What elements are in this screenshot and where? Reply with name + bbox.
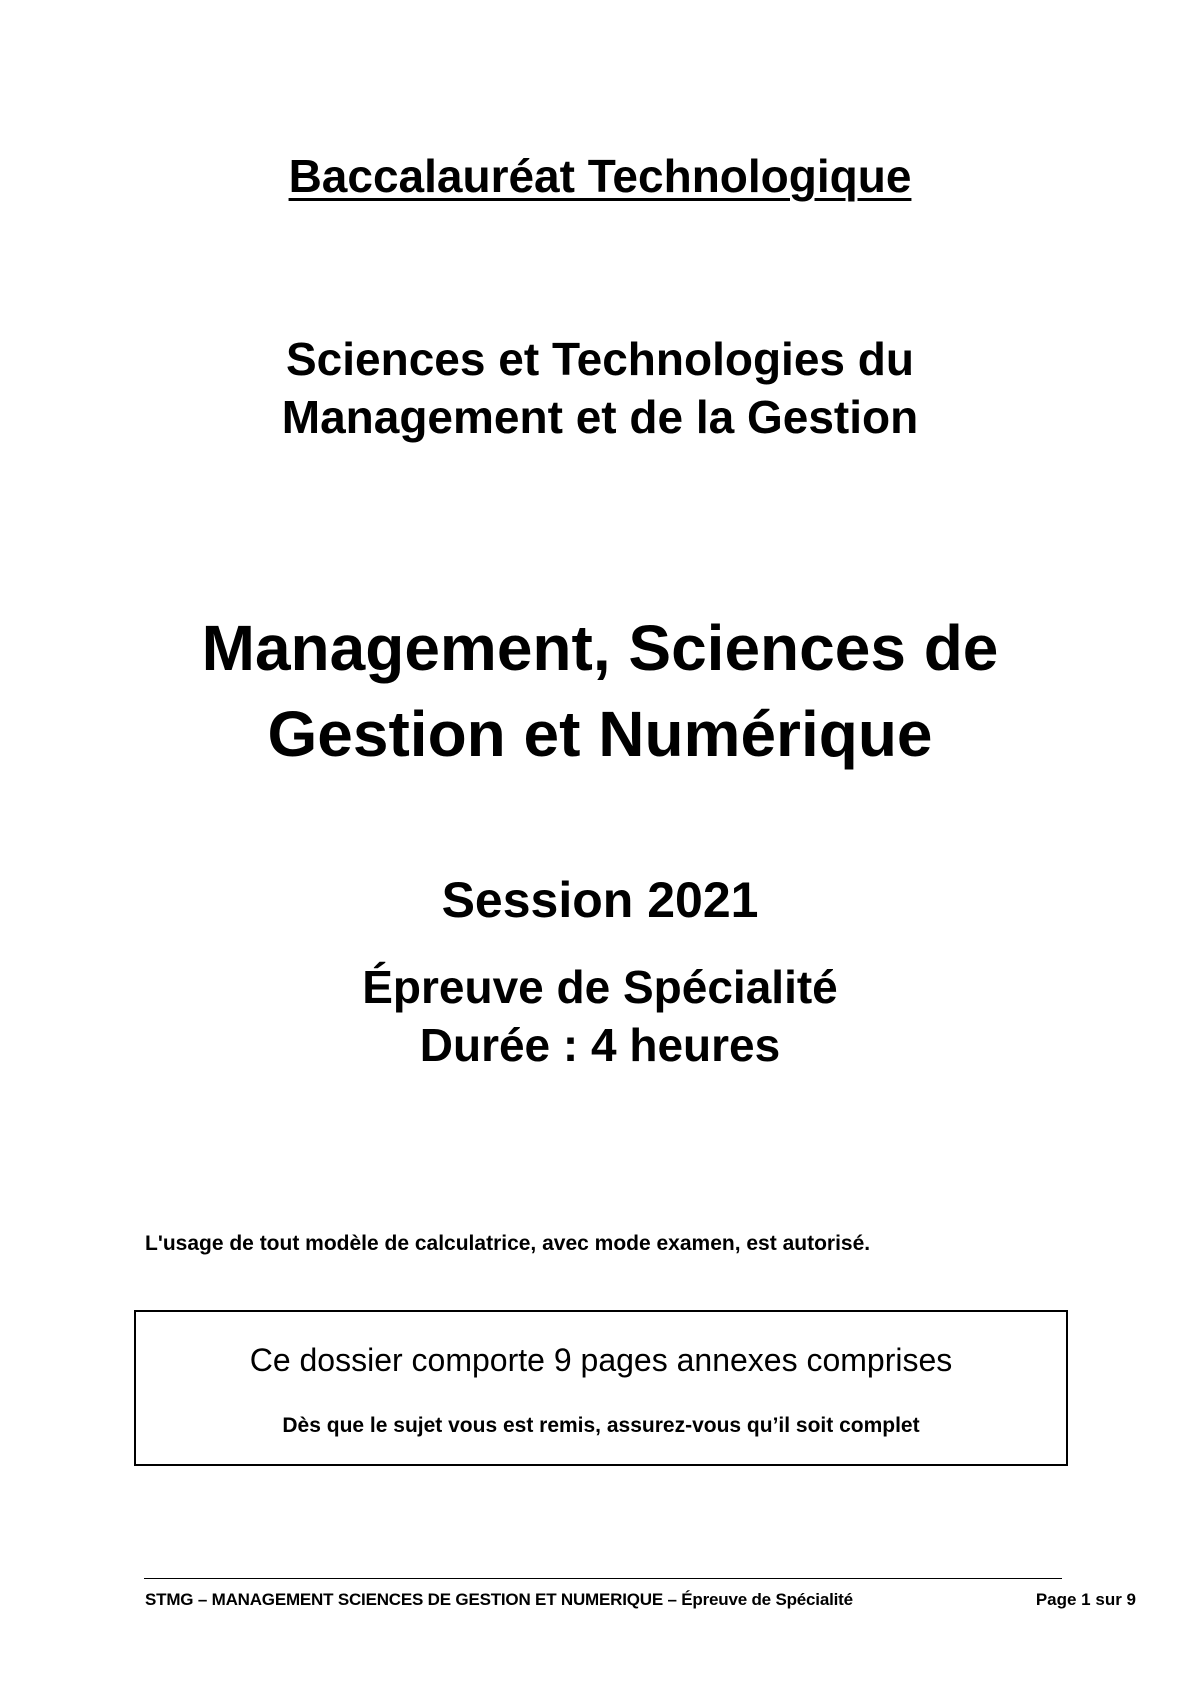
exam-details bbox=[0, 958, 1200, 1074]
session-label: Session 2021 bbox=[441, 872, 759, 928]
exam-duration: Durée : 4 heures bbox=[419, 1019, 781, 1071]
footer-subject: STMG – MANAGEMENT SCIENCES DE GESTION ET NUMERIQUE – Épreuve de Spécialité bbox=[145, 1590, 853, 1609]
bac-title: Baccalauréat Technologique bbox=[288, 150, 912, 202]
completeness-check-note: Dès que le sujet vous est remis, assurez-vous qu’il soit complet bbox=[282, 1414, 920, 1437]
pages-count-note: Ce dossier comporte 9 pages annexes comprises bbox=[249, 1342, 953, 1378]
subject-title-line-1: Management, Sciences de bbox=[201, 612, 999, 684]
footer-page-number: Page 1 sur 9 bbox=[1035, 1590, 1136, 1609]
info-box bbox=[134, 1310, 1068, 1466]
subject-title-line-2: Gestion et Numérique bbox=[267, 698, 933, 770]
series-title-line-2: Management et de la Gestion bbox=[281, 391, 919, 443]
series-title-line-1: Sciences et Technologies du bbox=[286, 333, 914, 385]
exam-type: Épreuve de Spécialité bbox=[362, 961, 838, 1013]
calculator-note: L'usage de tout modèle de calculatrice, avec mode examen, est autorisé. bbox=[145, 1232, 871, 1255]
series-title bbox=[0, 330, 1200, 446]
footer-divider bbox=[144, 1578, 1062, 1579]
subject-title bbox=[0, 605, 1200, 777]
